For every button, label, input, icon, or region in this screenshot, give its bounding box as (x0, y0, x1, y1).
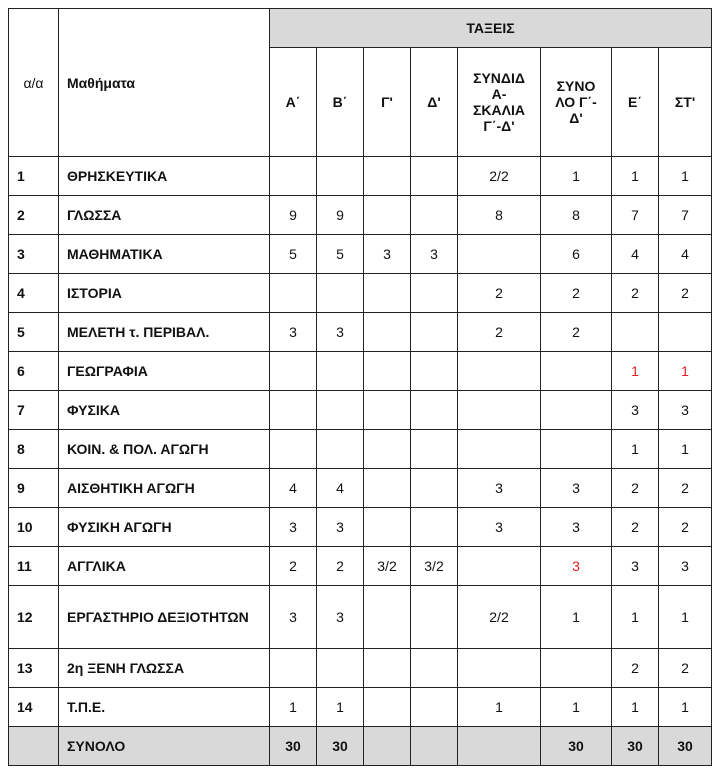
hours-cell (364, 469, 411, 508)
row-number: 9 (9, 469, 59, 508)
hours-cell: 2 (612, 469, 659, 508)
hours-cell: 3 (270, 586, 317, 649)
table-row (9, 313, 712, 352)
subject-name: ΙΣΤΟΡΙΑ (59, 274, 270, 313)
hours-cell (364, 274, 411, 313)
col-header-a: Α΄ (270, 48, 317, 157)
hours-cell (541, 352, 612, 391)
hours-cell: 2 (541, 274, 612, 313)
table-row (9, 508, 712, 547)
hours-cell: 1 (541, 688, 612, 727)
hours-cell: 9 (317, 196, 364, 235)
subject-name: ΓΕΩΓΡΑΦΙΑ (59, 352, 270, 391)
table-row (9, 430, 712, 469)
row-number: 12 (9, 586, 59, 649)
subject-name: 2η ΞΕΝΗ ΓΛΩΣΣΑ (59, 649, 270, 688)
hours-cell (270, 649, 317, 688)
hours-cell (411, 469, 458, 508)
hours-cell: 3/2 (364, 547, 411, 586)
hours-cell: 6 (541, 235, 612, 274)
hours-cell: 3 (411, 235, 458, 274)
hours-cell (270, 391, 317, 430)
hours-cell: 1 (612, 352, 659, 391)
row-number: 6 (9, 352, 59, 391)
subject-name: ΑΙΣΘΗΤΙΚΗ ΑΓΩΓΗ (59, 469, 270, 508)
hours-cell: 2 (458, 274, 541, 313)
classes-group-header: ΤΑΞΕΙΣ (270, 9, 712, 48)
total-cell: 30 (659, 727, 712, 766)
col-header-b: Β΄ (317, 48, 364, 157)
table-row (9, 391, 712, 430)
table-row (9, 688, 712, 727)
hours-cell (411, 274, 458, 313)
hours-cell: 3 (317, 313, 364, 352)
hours-cell (541, 649, 612, 688)
total-empty-cell (9, 727, 59, 766)
hours-cell: 3 (270, 508, 317, 547)
total-row (9, 727, 712, 766)
hours-cell: 2 (659, 508, 712, 547)
col-header-c: Γ' (364, 48, 411, 157)
hours-cell: 2 (659, 469, 712, 508)
total-cell (458, 727, 541, 766)
hours-cell (659, 313, 712, 352)
row-number: 2 (9, 196, 59, 235)
hours-cell: 3 (541, 469, 612, 508)
hours-cell: 1 (317, 688, 364, 727)
hours-cell: 3 (458, 508, 541, 547)
hours-cell (458, 352, 541, 391)
hours-cell (612, 313, 659, 352)
hours-cell (458, 547, 541, 586)
hours-cell (411, 391, 458, 430)
hours-cell (458, 430, 541, 469)
hours-cell (317, 157, 364, 196)
hours-cell (317, 649, 364, 688)
hours-cell: 1 (612, 688, 659, 727)
hours-cell (411, 313, 458, 352)
hours-cell (411, 586, 458, 649)
col-header-combined-cd: ΣΥΝΔΙΔ Α- ΣΚΑΛΙΑ Γ΄-Δ' (458, 48, 541, 157)
hours-cell (364, 196, 411, 235)
table-body (9, 157, 712, 766)
subjects-header: Μαθήματα (59, 9, 270, 157)
hours-cell (364, 586, 411, 649)
hours-cell (364, 157, 411, 196)
hours-cell (270, 352, 317, 391)
hours-cell: 5 (270, 235, 317, 274)
hours-cell (411, 430, 458, 469)
hours-cell: 4 (612, 235, 659, 274)
total-cell (364, 727, 411, 766)
hours-cell (411, 649, 458, 688)
total-cell: 30 (612, 727, 659, 766)
hours-cell: 3 (317, 508, 364, 547)
hours-cell: 3 (270, 313, 317, 352)
hours-cell: 2 (612, 508, 659, 547)
col-header-d: Δ' (411, 48, 458, 157)
hours-cell: 3 (659, 391, 712, 430)
hours-cell: 7 (659, 196, 712, 235)
col-header-total-cd: ΣΥΝΟ ΛΟ Γ΄- Δ' (541, 48, 612, 157)
col-header-f: ΣΤ' (659, 48, 712, 157)
hours-cell: 3 (659, 547, 712, 586)
subject-name: ΓΛΩΣΣΑ (59, 196, 270, 235)
hours-cell: 3/2 (411, 547, 458, 586)
hours-cell: 3 (541, 508, 612, 547)
curriculum-table (8, 8, 712, 766)
row-number: 5 (9, 313, 59, 352)
hours-cell: 1 (541, 157, 612, 196)
hours-cell (317, 274, 364, 313)
hours-cell: 3 (364, 235, 411, 274)
hours-cell: 2 (612, 649, 659, 688)
hours-cell (270, 430, 317, 469)
hours-cell: 3 (612, 547, 659, 586)
hours-cell (364, 352, 411, 391)
total-label: ΣΥΝΟΛΟ (59, 727, 270, 766)
aa-header: α/α (9, 9, 59, 157)
hours-cell: 1 (659, 586, 712, 649)
hours-cell: 5 (317, 235, 364, 274)
table-row (9, 352, 712, 391)
hours-cell: 7 (612, 196, 659, 235)
hours-cell (411, 196, 458, 235)
hours-cell: 2 (270, 547, 317, 586)
hours-cell: 8 (458, 196, 541, 235)
hours-cell: 2 (659, 274, 712, 313)
table-row (9, 157, 712, 196)
hours-cell (364, 391, 411, 430)
subject-name: ΦΥΣΙΚΗ ΑΓΩΓΗ (59, 508, 270, 547)
table-row (9, 649, 712, 688)
hours-cell: 1 (612, 157, 659, 196)
subject-name: Τ.Π.Ε. (59, 688, 270, 727)
hours-cell (411, 157, 458, 196)
row-number: 7 (9, 391, 59, 430)
hours-cell (411, 508, 458, 547)
hours-cell: 1 (612, 586, 659, 649)
table-row (9, 469, 712, 508)
hours-cell (364, 430, 411, 469)
hours-cell: 1 (541, 586, 612, 649)
hours-cell: 2 (458, 313, 541, 352)
hours-cell (317, 391, 364, 430)
subject-name: ΕΡΓΑΣΤΗΡΙΟ ΔΕΞΙΟΤΗΤΩΝ (59, 586, 270, 649)
hours-cell: 8 (541, 196, 612, 235)
hours-cell (364, 313, 411, 352)
hours-cell: 4 (659, 235, 712, 274)
hours-cell: 1 (270, 688, 317, 727)
hours-cell: 9 (270, 196, 317, 235)
hours-cell: 1 (659, 157, 712, 196)
hours-cell: 2 (541, 313, 612, 352)
hours-cell: 3 (612, 391, 659, 430)
hours-cell (364, 649, 411, 688)
hours-cell (270, 157, 317, 196)
subject-name: ΚΟΙΝ. & ΠΟΛ. ΑΓΩΓΗ (59, 430, 270, 469)
hours-cell: 2 (612, 274, 659, 313)
hours-cell (411, 688, 458, 727)
row-number: 4 (9, 274, 59, 313)
hours-cell: 3 (458, 469, 541, 508)
hours-cell: 2 (317, 547, 364, 586)
row-number: 10 (9, 508, 59, 547)
col-header-e: Ε΄ (612, 48, 659, 157)
hours-cell: 1 (659, 688, 712, 727)
subject-name: ΜΑΘΗΜΑΤΙΚΑ (59, 235, 270, 274)
hours-cell: 1 (659, 430, 712, 469)
subject-name: ΘΡΗΣΚΕΥΤΙΚΑ (59, 157, 270, 196)
hours-cell: 1 (612, 430, 659, 469)
row-number: 14 (9, 688, 59, 727)
row-number: 3 (9, 235, 59, 274)
hours-cell (317, 430, 364, 469)
hours-cell (411, 352, 458, 391)
hours-cell (458, 235, 541, 274)
hours-cell: 1 (458, 688, 541, 727)
total-cell: 30 (317, 727, 364, 766)
row-number: 8 (9, 430, 59, 469)
table-row (9, 196, 712, 235)
total-cell: 30 (541, 727, 612, 766)
subject-name: ΜΕΛΕΤΗ τ. ΠΕΡΙΒΑΛ. (59, 313, 270, 352)
hours-cell: 4 (317, 469, 364, 508)
hours-cell (458, 649, 541, 688)
table-row (9, 235, 712, 274)
hours-cell (364, 508, 411, 547)
table-row (9, 547, 712, 586)
hours-cell: 3 (317, 586, 364, 649)
subject-name: ΦΥΣΙΚΑ (59, 391, 270, 430)
hours-cell (364, 688, 411, 727)
hours-cell: 2/2 (458, 586, 541, 649)
hours-cell: 1 (659, 352, 712, 391)
row-number: 1 (9, 157, 59, 196)
hours-cell (541, 391, 612, 430)
hours-cell: 2 (659, 649, 712, 688)
total-cell (411, 727, 458, 766)
hours-cell: 3 (541, 547, 612, 586)
hours-cell: 4 (270, 469, 317, 508)
hours-cell (541, 430, 612, 469)
subject-name: ΑΓΓΛΙΚΑ (59, 547, 270, 586)
hours-cell (458, 391, 541, 430)
total-cell: 30 (270, 727, 317, 766)
hours-cell: 2/2 (458, 157, 541, 196)
hours-cell (270, 274, 317, 313)
row-number: 11 (9, 547, 59, 586)
table-row (9, 586, 712, 649)
table-row (9, 274, 712, 313)
row-number: 13 (9, 649, 59, 688)
hours-cell (317, 352, 364, 391)
